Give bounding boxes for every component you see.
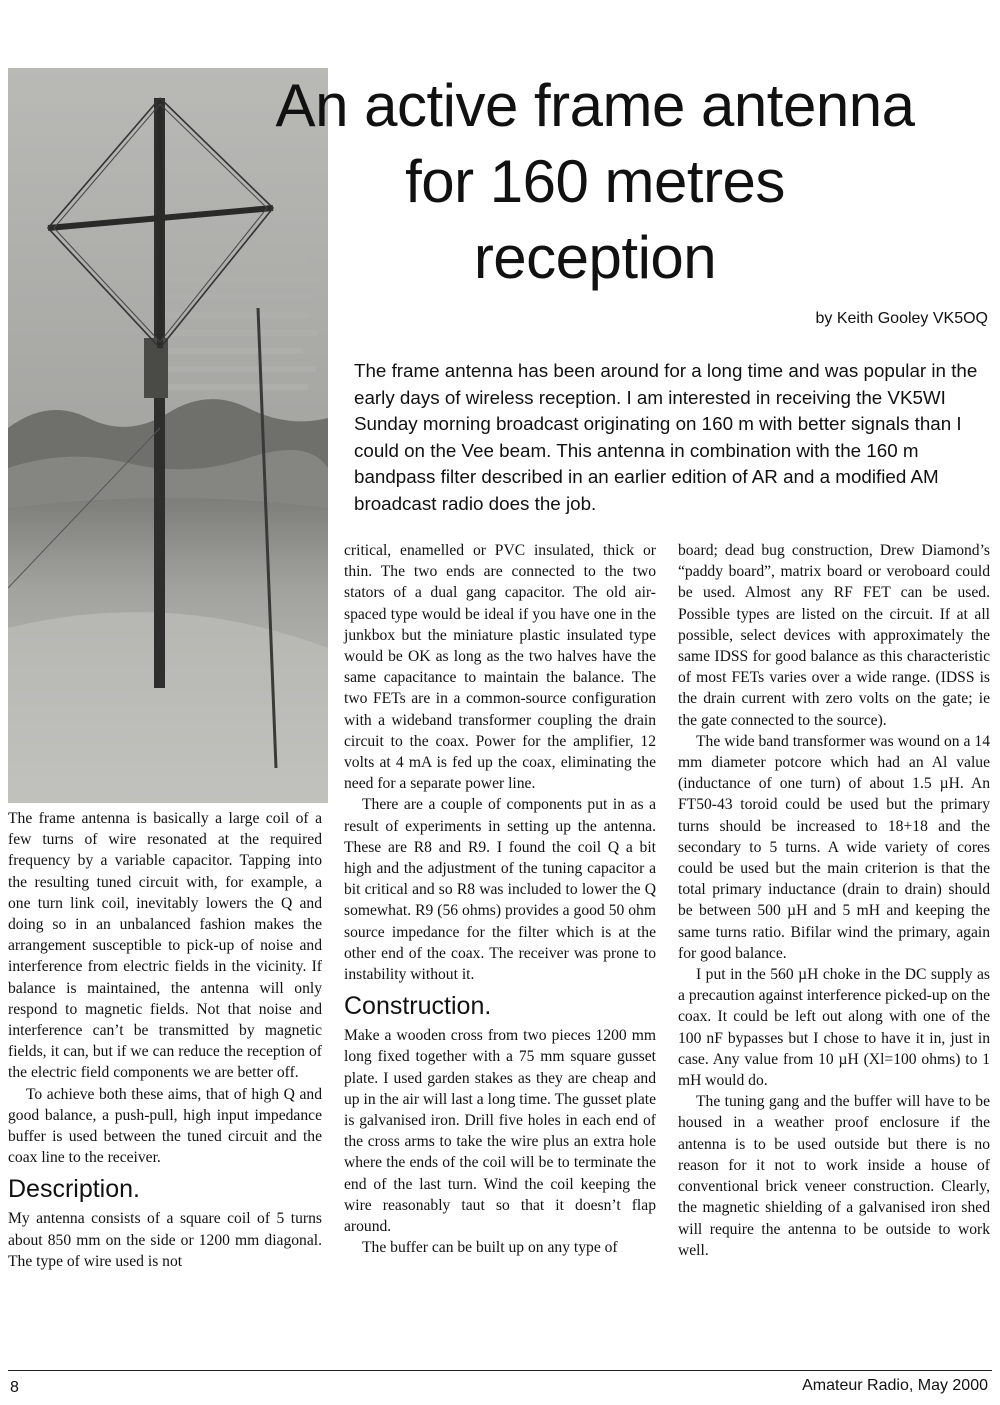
body-paragraph: critical, enamelled or PVC insulated, thick or thin. The two ends are connected to the two stators of a dual gang capacitor. The old air-spaced type would be ideal if you have one in the junkbox but the miniature plastic insulated type would be OK as long as the two halves have the same capacitance to maintain the balance. The two FETs are in a common-source configuration with a wideband transformer coupling the drain circuit to the coax. Power for the amplifier, 12 volts at 4 mA is fed up the coax, eliminating the need for a separate power line.: [344, 542, 656, 793]
body-paragraph: To achieve both these aims, that of high Q and good balance, a push-pull, high input impedance buffer is used between the tuned circuit and the coax line to the receiver.: [8, 1085, 322, 1167]
body-paragraph: The buffer can be built up on any type of: [362, 1239, 618, 1257]
article-title: [200, 68, 990, 296]
body-paragraph: The tuning gang and the buffer will have to be housed in a weather proof enclosure if the antenna is to be used outside but there is no reason for it not to work inside a house of conventional brick veneer construction. Clearly, the magnetic shielding of a galvanised iron shed will require the antenna to be outside to work well.: [678, 1093, 990, 1259]
column-3: [678, 540, 990, 1261]
journal-issue: Amateur Radio, May 2000: [802, 1377, 988, 1394]
footer-rule: [8, 1370, 992, 1371]
section-heading-description: Description.: [8, 1175, 140, 1204]
body-paragraph: There are a couple of components put in as a result of experiments in setting up the antenna. These are R8 and R9. I found the coil Q a bit high and the adjustment of the tuning capacitor a bit critical and so R8 was included to lower the Q somewhat. R9 (56 ohms) provides a good 50 ohm source impedance for the filter which is at the other end of the coax. The receiver was prone to instability without it.: [344, 796, 656, 984]
body-paragraph: The frame antenna is basically a large coil of a few turns of wire resonated at the required frequency by a variable capacitor. Tapping into the resulting tuned circuit with, for example, a one turn link coil, inevitably lowers the Q and doing so in an unbalanced fashion makes the arrangement susceptible to pick-up of noise and interference from electric fields in the vicinity. If balance is maintained, the antenna will only respond to magnetic fields. Not that noise and interference can’t be transmitted by magnetic fields, it can, but if we can reduce the reception of the electric field components we are better off.: [8, 810, 322, 1082]
section-heading-construction: Construction.: [344, 992, 492, 1021]
title-line-3: reception: [473, 224, 717, 291]
body-paragraph: My antenna consists of a square coil of 5 turns about 850 mm on the side or 1200 mm diagonal. The type of wire used is not: [8, 1210, 322, 1270]
author-byline: by Keith Gooley VK5OQ: [815, 310, 988, 327]
body-paragraph: Make a wooden cross from two pieces 1200 mm long fixed together with a 75 mm square gusset plate. I used garden stakes as they are cheap and up in the air will last a long time. The gusset plate is galvanised iron. Drill five holes in each end of the cross arms to take the wire plus an extra hole where the ends of the coil will be to terminate the end of the last turn. Wind the coil keeping the wire reasonably taut so that it doesn’t flap around.: [344, 1027, 656, 1236]
column-2: [344, 540, 656, 1259]
column-1: [8, 808, 322, 1272]
body-paragraph: board; dead bug construction, Drew Diamond’s “paddy board”, matrix board or veroboard could be used. Almost any RF FET can be used. Possible types are listed on the circuit. If at all possible, select devices with approximately the same IDSS for good balance as this characteristic of most FETs varies over a wide range. (IDSS is the drain current with zero volts on the gate; ie the gate connected to the source).: [678, 542, 990, 729]
intro-paragraph: The frame antenna has been around for a long time and was popular in the early days of wireless reception. I am interested in receiving the VK5WI Sunday morning broadcast originating on 160 m with better signals than I could on the Vee beam. This antenna in combination with the 160 m bandpass filter described in an earlier edition of AR and a modified AM broadcast radio does the job.: [354, 360, 978, 514]
body-paragraph: The wide band transformer was wound on a 14 mm diameter potcore which had an Al value (inductance of one turn) of about 1.5 µH. An FT50-43 toroid could be used but the primary turns should be increased to 18+18 and the secondary to 5 turns. A wide variety of cores could be used but the main criterion is that the total primary inductance (drain to drain) should be between 500 µH and 5 mH and keeping the same turns ratio. Bifilar wind the primary, again for good balance.: [678, 732, 990, 962]
title-line-1: An active frame antenna: [275, 72, 915, 139]
title-line-2: for 160 metres: [405, 148, 785, 215]
page-number: 8: [10, 1379, 19, 1396]
body-paragraph: I put in the 560 µH choke in the DC supply as a precaution against interference picked-up on the coax. It could be left out along with one of the 100 nF bypasses but I chose to have it in, just in case. Any value from 10 µH (Xl=100 ohms) to 1 mH would do.: [678, 966, 990, 1090]
